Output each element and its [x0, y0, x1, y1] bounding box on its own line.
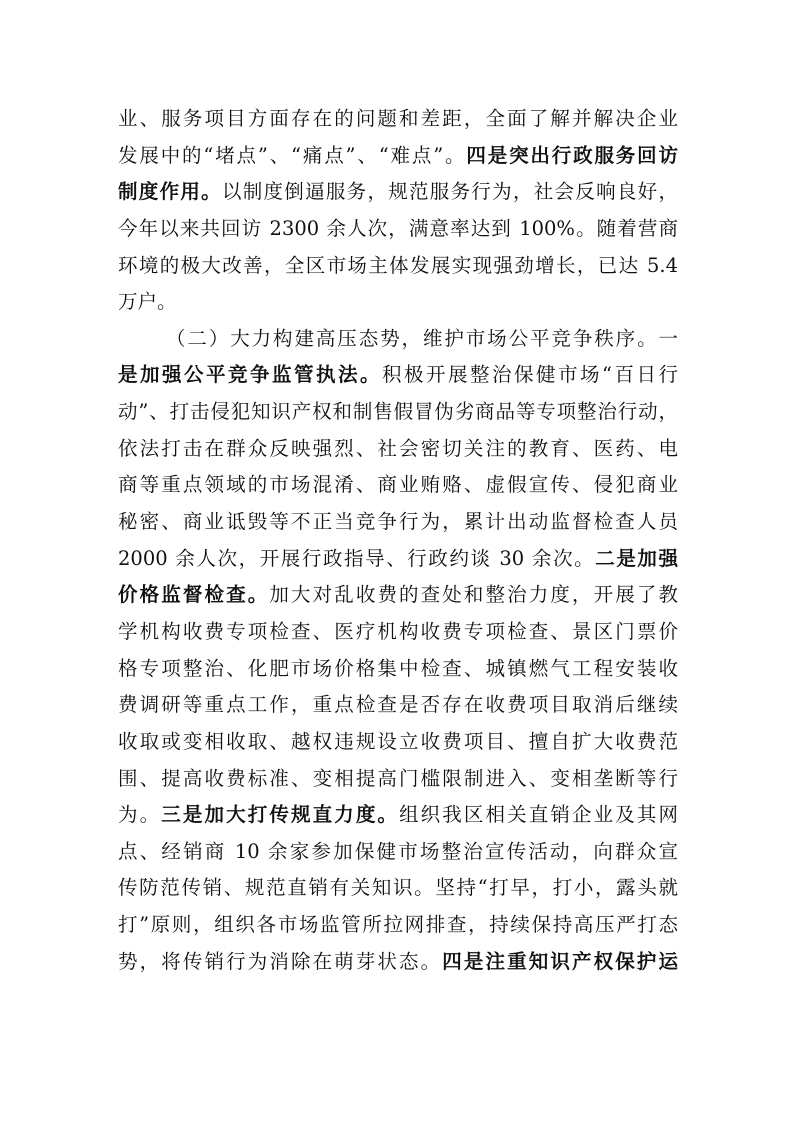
text-line: [118, 431, 678, 468]
text-line: [118, 248, 678, 285]
body-text: 2000 余人次，开展行政指导、行政约谈 30 余次。: [118, 546, 596, 570]
text-line: [118, 614, 678, 651]
body-text: 依法打击在群众反映强烈、社会密切关注的教育、医药、电: [118, 436, 678, 460]
text-line: [118, 724, 678, 761]
text-line: [118, 357, 678, 394]
body-text: 万户。: [118, 290, 177, 314]
body-text: 组织我区相关直销企业及其网: [399, 803, 678, 827]
text-line: [118, 651, 678, 688]
body-text: 为。: [118, 803, 162, 827]
body-text: 围、提高收费标准、变相提高门槛限制进入、变相垄断等行: [118, 766, 678, 790]
document-body: [118, 101, 678, 980]
body-text: 格专项整治、化肥市场价格集中检查、城镇燃气工程安装收: [118, 656, 678, 680]
body-text: 动”、打击侵犯知识产权和制售假冒伪劣商品等专项整治行动，: [118, 400, 678, 424]
bold-heading-text: 四是突出行政服务回访: [466, 143, 678, 167]
text-line: [118, 101, 678, 138]
body-text: 环境的极大改善，全区市场主体发展实现强劲增长，已达 5.4: [118, 253, 678, 277]
text-line: [118, 467, 678, 504]
bold-heading-text: 制度作用。: [118, 180, 222, 204]
text-line: [118, 834, 678, 871]
text-line: [118, 321, 678, 358]
text-line: [118, 504, 678, 541]
bold-heading-text: 是加强公平竞争监管执法。: [118, 363, 383, 387]
body-text: 今年以来共回访 2300 余人次，满意率达到 100%。随着营商: [118, 216, 678, 240]
text-line: [118, 870, 678, 907]
body-text: 以制度倒逼服务，规范服务行为，社会反响良好，: [221, 180, 678, 204]
text-line: [118, 944, 678, 981]
text-line: [118, 138, 678, 175]
text-line: [118, 174, 678, 211]
bold-heading-text: 三是加大打传规直力度。: [161, 803, 400, 827]
body-text: 积极开展整治保健市场“百日行: [382, 363, 678, 387]
bold-heading-text: 价格监督检查。: [118, 583, 270, 607]
body-text: （二）大力构建高压态势，维护市场公平竞争秩序。一: [166, 326, 678, 350]
text-line: [118, 394, 678, 431]
body-text: 业、服务项目方面存在的问题和差距，全面了解并解决企业: [118, 107, 678, 130]
body-text: 秘密、商业诋毁等不正当竞争行为，累计出动监督检查人员: [118, 510, 678, 534]
text-line: [118, 907, 678, 944]
text-line: [118, 541, 678, 578]
body-text: 势，将传销行为消除在萌芽状态。: [118, 949, 443, 973]
text-line: [118, 687, 678, 724]
text-line: [118, 284, 678, 321]
body-text: 费调研等重点工作，重点检查是否存在收费项目取消后继续: [118, 693, 678, 717]
body-text: 加大对乱收费的查处和整治力度，开展了教: [269, 583, 678, 607]
body-text: 学机构收费专项检查、医疗机构收费专项检查、景区门票价: [118, 619, 678, 643]
body-text: 传防范传销、规范直销有关知识。坚持“打早，打小，露头就: [118, 876, 678, 900]
body-text: 点、经销商 10 余家参加保健市场整治宣传活动，向群众宣: [118, 839, 678, 863]
text-line: [118, 761, 678, 798]
text-line: [118, 577, 678, 614]
bold-heading-text: 四是注重知识产权保护运: [442, 949, 678, 973]
body-text: 打”原则，组织各市场监管所拉网排查，持续保持高压严打态: [118, 913, 678, 937]
body-text: 商等重点领域的市场混淆、商业贿赂、虚假宣传、侵犯商业: [118, 473, 678, 497]
body-text: 发展中的“堵点”、“痛点”、“难点”。: [118, 143, 467, 167]
text-line: [118, 211, 678, 248]
bold-heading-text: 二是加强: [595, 546, 678, 570]
body-text: 收取或变相收取、越权违规设立收费项目、擅自扩大收费范: [118, 729, 678, 753]
text-line: [118, 797, 678, 834]
